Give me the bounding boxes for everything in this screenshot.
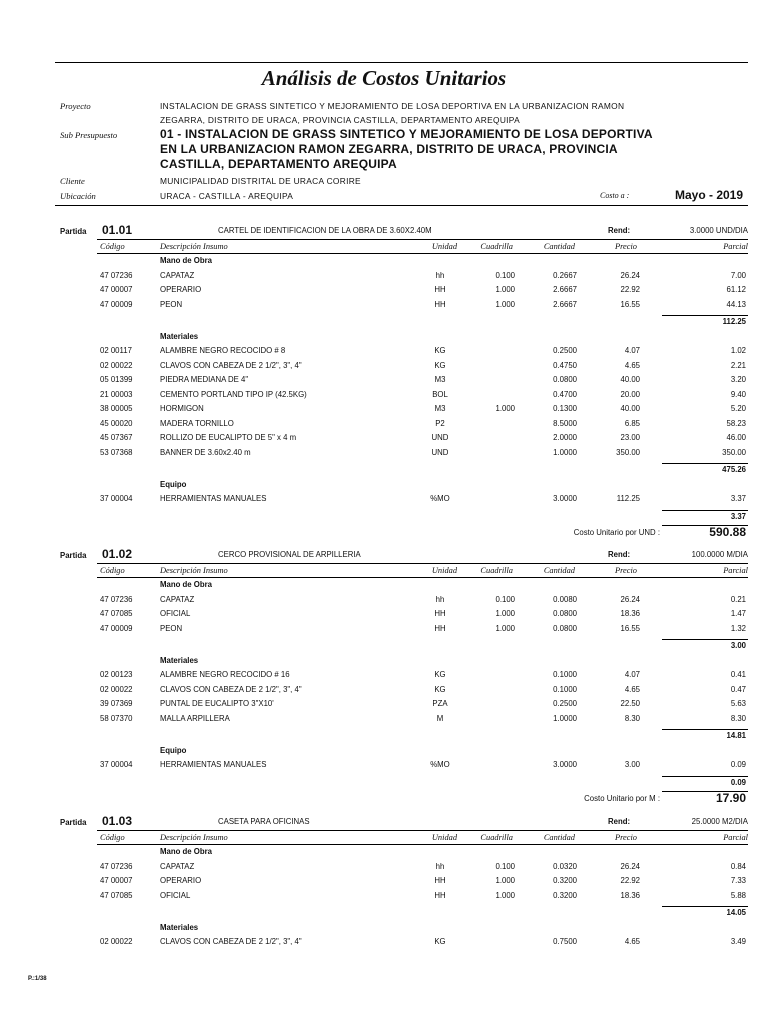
row-precio: 18.36: [620, 890, 640, 900]
row-codigo: 38 00005: [100, 404, 133, 413]
partida-description: CERCO PROVISIONAL DE ARPILLERIA: [218, 550, 361, 559]
row-parcial: 350.00: [722, 447, 746, 457]
row-cantidad: 0.0800: [553, 375, 577, 384]
row-cantidad: 2.6667: [553, 299, 577, 309]
label-ubicacion: Ubicación: [60, 191, 96, 201]
sub-presupuesto: [160, 127, 680, 172]
row-codigo: 47 07236: [100, 861, 133, 871]
page-title: Análisis de Costos Unitarios: [261, 66, 507, 90]
partida-description: CASETA PARA OFICINAS: [218, 817, 310, 826]
row-codigo: 02 00022: [100, 684, 133, 694]
partida-header-rule: [97, 563, 748, 564]
row-codigo: 58 07370: [100, 713, 133, 723]
column-header-cantidad: Cantidad: [543, 242, 575, 251]
row-codigo: 02 00117: [100, 346, 132, 355]
sub-presupuesto-line-2: EN LA URBANIZACION RAMON ZEGARRA, DISTRITO DE URACA, PROVINCIA: [160, 142, 618, 156]
group-title: Equipo: [160, 745, 187, 755]
row-descripcion: OPERARIO: [160, 876, 202, 885]
proyecto-line-1: INSTALACION DE GRASS SINTETICO Y MEJORAMIENTO DE LOSA DEPORTIVA EN LA URBANIZACION RAMON: [160, 101, 625, 111]
row-precio: 22.50: [620, 699, 640, 708]
row-unidad: hh: [435, 861, 445, 871]
row-descripcion: ALAMBRE NEGRO RECOCIDO # 16: [160, 670, 290, 679]
column-header-cantidad: Cantidad: [543, 833, 575, 842]
row-cantidad: 0.1000: [553, 684, 577, 694]
row-parcial: 7.33: [730, 876, 746, 885]
column-header-unidad: Unidad: [431, 833, 457, 842]
row-codigo: 53 07368: [100, 447, 133, 457]
row-precio: 112.25: [616, 494, 640, 503]
group-subtotal: 14.81: [726, 731, 746, 740]
row-parcial: 8.30: [730, 713, 746, 723]
row-cantidad: 1.0000: [553, 713, 577, 723]
row-unidad: HH: [434, 623, 446, 633]
row-cantidad: 0.1300: [553, 404, 577, 413]
group-subtotal: 3.37: [730, 511, 746, 521]
column-header-descripcion: Descripción Insumo: [160, 833, 228, 842]
row-descripcion: MADERA TORNILLO: [160, 418, 234, 428]
header-bottom-rule: [55, 205, 748, 206]
group-subtotal: 112.25: [722, 317, 746, 326]
row-descripcion: CLAVOS CON CABEZA DE 2 1/2", 3", 4": [160, 937, 302, 946]
row-cantidad: 2.0000: [553, 433, 577, 442]
row-cantidad: 0.0080: [553, 594, 577, 604]
row-parcial: 1.32: [730, 623, 746, 633]
row-cantidad: 1.0000: [553, 447, 577, 457]
row-cantidad: 3.0000: [553, 760, 577, 769]
row-unidad: HH: [434, 285, 446, 294]
row-precio: 4.07: [624, 346, 640, 355]
row-unidad: KG: [434, 684, 446, 694]
row-cantidad: 8.5000: [553, 418, 577, 428]
row-codigo: 39 07369: [100, 699, 133, 708]
row-cuadrilla: 1.000: [495, 404, 515, 413]
row-precio: 20.00: [620, 389, 640, 399]
row-codigo: 02 00022: [100, 937, 133, 946]
row-cantidad: 3.0000: [553, 494, 577, 503]
row-unidad: KG: [434, 937, 446, 946]
row-parcial: 5.88: [730, 890, 746, 900]
row-cuadrilla: 1.000: [495, 285, 515, 294]
column-header-precio: Precio: [614, 242, 637, 251]
column-header-rule: [97, 844, 748, 845]
row-descripcion: ROLLIZO DE EUCALIPTO DE 5" x 4 m: [160, 433, 297, 442]
row-unidad: HH: [434, 890, 446, 900]
row-parcial: 0.21: [730, 594, 746, 604]
row-precio: 26.24: [620, 270, 640, 280]
row-cuadrilla: 1.000: [495, 299, 515, 309]
row-cantidad: 0.2667: [553, 270, 577, 280]
row-parcial: 9.40: [730, 389, 746, 399]
row-codigo: 47 00009: [100, 623, 133, 633]
row-cantidad: 0.4700: [553, 389, 577, 399]
row-codigo: 02 00123: [100, 670, 133, 679]
row-precio: 4.65: [624, 937, 640, 946]
row-parcial: 3.49: [730, 937, 746, 946]
partida-label: Partida: [60, 227, 87, 236]
row-descripcion: CAPATAZ: [160, 594, 195, 604]
row-cantidad: 0.1000: [553, 670, 577, 679]
row-descripcion: OFICIAL: [160, 609, 191, 618]
row-precio: 16.55: [620, 299, 640, 309]
row-cuadrilla: 0.100: [495, 270, 515, 280]
row-parcial: 1.02: [730, 346, 746, 355]
cliente-value: MUNICIPALIDAD DISTRITAL DE URACA CORIRE: [160, 176, 361, 186]
group-title: Equipo: [160, 479, 187, 489]
label-proyecto: Proyecto: [60, 101, 91, 111]
row-descripcion: OFICIAL: [160, 890, 191, 900]
row-parcial: 1.47: [730, 609, 746, 618]
sub-presupuesto-line-1: 01 - INSTALACION DE GRASS SINTETICO Y MEJORAMIENTO DE LOSA DEPORTIVA: [160, 127, 653, 141]
row-descripcion: CAPATAZ: [160, 861, 195, 871]
row-descripcion: PUNTAL DE EUCALIPTO 3"X10': [160, 699, 274, 708]
partida-code: 01.03: [102, 814, 133, 828]
row-descripcion: CEMENTO PORTLAND TIPO IP (42.5KG): [160, 389, 307, 399]
row-precio: 4.07: [624, 670, 640, 679]
row-unidad: hh: [435, 270, 445, 280]
row-precio: 18.36: [620, 609, 640, 618]
row-codigo: 47 00007: [100, 876, 133, 885]
partida-header-rule: [97, 830, 748, 831]
subtotal-rule: [662, 639, 748, 640]
group-title: Materiales: [160, 922, 199, 932]
row-unidad: HH: [434, 609, 446, 618]
row-unidad: UND: [431, 433, 449, 442]
column-header-rule: [97, 253, 748, 254]
row-precio: 8.30: [624, 713, 640, 723]
row-codigo: 45 07367: [100, 433, 133, 442]
row-codigo: 37 00004: [100, 494, 133, 503]
row-cantidad: 0.0800: [553, 623, 577, 633]
row-parcial: 7.00: [730, 270, 746, 280]
row-descripcion: CLAVOS CON CABEZA DE 2 1/2", 3", 4": [160, 684, 302, 694]
row-unidad: %MO: [430, 760, 450, 769]
column-header-codigo: Código: [100, 566, 125, 575]
row-codigo: 47 00007: [100, 285, 133, 294]
costo-unitario-value: 17.90: [715, 791, 746, 805]
row-unidad: KG: [434, 360, 446, 370]
row-cantidad: 0.2500: [553, 346, 577, 355]
row-unidad: BOL: [432, 389, 448, 399]
row-parcial: 58.23: [726, 418, 746, 428]
row-unidad: %MO: [430, 494, 450, 503]
partida-code: 01.01: [102, 223, 133, 237]
costo-unitario-value: 590.88: [709, 525, 746, 539]
group-subtotal: 14.05: [726, 908, 746, 917]
row-parcial: 46.00: [726, 433, 746, 442]
partida-code: 01.02: [102, 547, 133, 561]
row-unidad: UND: [431, 447, 449, 457]
row-codigo: 05 01399: [100, 375, 133, 384]
row-descripcion: CLAVOS CON CABEZA DE 2 1/2", 3", 4": [160, 360, 302, 370]
partida-label: Partida: [60, 551, 87, 560]
row-cuadrilla: 1.000: [495, 609, 515, 618]
column-header-parcial: Parcial: [723, 566, 748, 575]
row-unidad: HH: [434, 299, 446, 309]
row-descripcion: HORMIGON: [160, 404, 204, 413]
fecha-value: Mayo - 2019: [675, 188, 744, 202]
row-unidad: PZA: [432, 699, 448, 708]
row-unidad: M: [436, 713, 444, 723]
row-cuadrilla: 0.100: [495, 861, 515, 871]
row-parcial: 61.12: [726, 285, 746, 294]
row-descripcion: PEON: [160, 623, 183, 633]
column-header-cuadrilla: Cuadrilla: [480, 833, 513, 842]
row-cantidad: 0.3200: [553, 890, 577, 900]
column-header-cuadrilla: Cuadrilla: [480, 566, 513, 575]
row-cuadrilla: 1.000: [495, 623, 515, 633]
partida-header-rule: [97, 239, 748, 240]
row-descripcion: CAPATAZ: [160, 270, 195, 280]
page-number: P.:1/38: [28, 976, 47, 982]
row-unidad: M3: [434, 404, 446, 413]
row-descripcion: HERRAMIENTAS MANUALES: [160, 494, 267, 503]
rend-label: Rend:: [608, 817, 631, 826]
row-unidad: HH: [434, 876, 446, 885]
row-parcial: 0.09: [730, 760, 746, 769]
row-codigo: 47 07236: [100, 270, 133, 280]
row-precio: 26.24: [620, 861, 640, 871]
proyecto-line-2: ZEGARRA, DISTRITO DE URACA, PROVINCIA CASTILLA, DEPARTAMENTO AREQUIPA: [160, 115, 520, 125]
row-codigo: 21 00003: [100, 389, 133, 399]
ubicacion-value: URACA - CASTILLA - AREQUIPA: [160, 191, 294, 201]
row-parcial: 2.21: [730, 360, 746, 370]
sub-presupuesto-line-3: CASTILLA, DEPARTAMENTO AREQUIPA: [160, 157, 397, 171]
column-header-parcial: Parcial: [723, 833, 748, 842]
row-precio: 22.92: [620, 285, 640, 294]
group-title: Materiales: [160, 655, 199, 665]
rend-value: 3.0000 UND/DIA: [689, 226, 748, 235]
row-unidad: M3: [434, 375, 446, 384]
row-cuadrilla: 0.100: [495, 594, 515, 604]
row-parcial: 0.47: [730, 684, 746, 694]
row-unidad: KG: [434, 670, 446, 679]
row-descripcion: PEON: [160, 299, 183, 309]
row-cantidad: 0.0800: [553, 609, 577, 618]
top-rule: [55, 62, 748, 63]
row-parcial: 3.20: [730, 375, 746, 384]
column-header-precio: Precio: [614, 833, 637, 842]
row-descripcion: MALLA ARPILLERA: [160, 713, 230, 723]
row-precio: 40.00: [620, 404, 640, 413]
rend-label: Rend:: [608, 550, 631, 559]
row-cantidad: 0.2500: [553, 699, 577, 708]
row-precio: 3.00: [624, 760, 640, 769]
partida-description: CARTEL DE IDENTIFICACION DE LA OBRA DE 3.60X2.40M: [218, 226, 432, 235]
row-cantidad: 2.6667: [553, 285, 577, 294]
rend-value: 25.0000 M2/DIA: [691, 817, 748, 826]
row-codigo: 47 00009: [100, 299, 133, 309]
row-unidad: hh: [435, 594, 445, 604]
group-subtotal: 475.26: [722, 465, 746, 474]
row-precio: 350.00: [616, 447, 640, 457]
group-title: Materiales: [160, 331, 199, 341]
row-descripcion: PIEDRA MEDIANA DE 4": [160, 375, 249, 384]
column-header-precio: Precio: [614, 566, 637, 575]
row-cuadrilla: 1.000: [495, 876, 515, 885]
row-precio: 22.92: [620, 876, 640, 885]
row-precio: 4.65: [624, 684, 640, 694]
column-header-rule: [97, 577, 748, 578]
row-precio: 26.24: [620, 594, 640, 604]
row-descripcion: OPERARIO: [160, 285, 202, 294]
column-header-unidad: Unidad: [431, 242, 457, 251]
row-descripcion: BANNER DE 3.60x2.40 m: [160, 447, 251, 457]
subtotal-rule: [662, 729, 748, 730]
rend-label: Rend:: [608, 226, 631, 235]
label-cliente: Cliente: [60, 176, 85, 186]
row-precio: 16.55: [620, 623, 640, 633]
row-cantidad: 0.4750: [553, 360, 577, 370]
group-subtotal: 3.00: [730, 641, 746, 650]
row-codigo: 37 00004: [100, 760, 133, 769]
rend-value: 100.0000 M/DIA: [691, 550, 748, 559]
row-precio: 4.65: [624, 360, 640, 370]
group-title: Mano de Obra: [160, 580, 212, 589]
group-subtotal: 0.09: [730, 777, 746, 787]
label-costo-a: Costo a :: [600, 191, 630, 200]
row-codigo: 02 00022: [100, 360, 133, 370]
row-parcial: 44.13: [726, 299, 746, 309]
column-header-descripcion: Descripción Insumo: [160, 242, 228, 251]
column-header-codigo: Código: [100, 833, 125, 842]
row-codigo: 47 07236: [100, 594, 133, 604]
row-cantidad: 0.7500: [553, 937, 577, 946]
row-cantidad: 0.0320: [553, 861, 577, 871]
row-unidad: KG: [434, 346, 446, 355]
row-parcial: 5.20: [730, 404, 746, 413]
group-title: Mano de Obra: [160, 847, 212, 856]
row-precio: 40.00: [620, 375, 640, 384]
group-title: Mano de Obra: [160, 256, 212, 265]
partida-label: Partida: [60, 818, 87, 827]
row-cantidad: 0.3200: [553, 876, 577, 885]
column-header-descripcion: Descripción Insumo: [160, 566, 228, 575]
column-header-parcial: Parcial: [723, 242, 748, 251]
subtotal-rule: [662, 315, 748, 316]
row-codigo: 47 07085: [100, 609, 133, 618]
subtotal-rule: [662, 463, 748, 464]
row-codigo: 47 07085: [100, 890, 133, 900]
column-header-codigo: Código: [100, 242, 125, 251]
costo-unitario-label: Costo Unitario por UND :: [573, 528, 660, 537]
label-sub-presupuesto: Sub Presupuesto: [60, 130, 118, 140]
subtotal-rule: [662, 776, 748, 777]
row-descripcion: HERRAMIENTAS MANUALES: [160, 760, 267, 769]
row-parcial: 0.41: [730, 670, 746, 679]
row-descripcion: ALAMBRE NEGRO RECOCIDO # 8: [160, 346, 286, 355]
column-header-cantidad: Cantidad: [543, 566, 575, 575]
column-header-unidad: Unidad: [431, 566, 457, 575]
column-header-cuadrilla: Cuadrilla: [480, 242, 513, 251]
row-parcial: 0.84: [730, 861, 746, 871]
row-precio: 6.85: [624, 418, 640, 428]
row-parcial: 5.63: [730, 699, 746, 708]
row-unidad: P2: [435, 418, 445, 428]
costo-unitario-label: Costo Unitario por M :: [584, 794, 660, 803]
subtotal-rule: [662, 510, 748, 511]
subtotal-rule: [662, 906, 748, 907]
row-cuadrilla: 1.000: [495, 890, 515, 900]
row-codigo: 45 00020: [100, 418, 133, 428]
row-parcial: 3.37: [730, 494, 746, 503]
row-precio: 23.00: [620, 433, 640, 442]
